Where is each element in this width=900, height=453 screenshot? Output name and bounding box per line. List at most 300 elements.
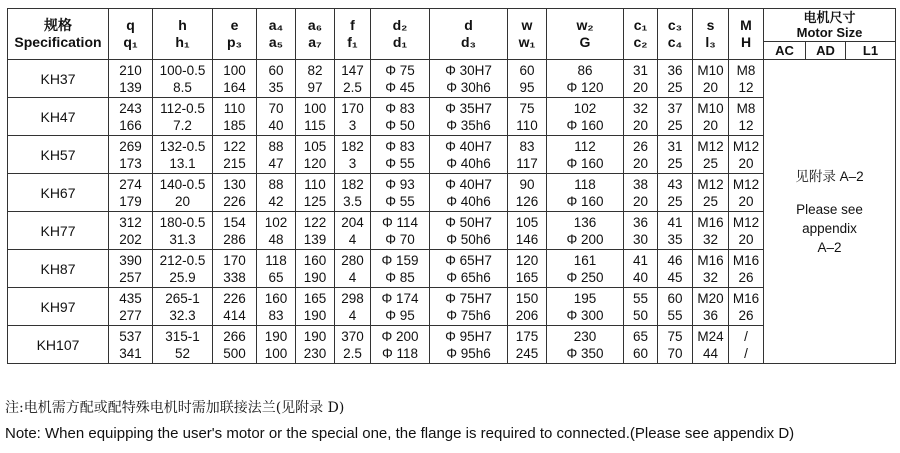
value-bottom: 4 (348, 231, 357, 247)
header-col-top: d₂ (392, 17, 408, 33)
value-cell (296, 174, 335, 212)
header-col-top: c₁ (633, 17, 648, 33)
value-cell (430, 136, 508, 174)
value-bottom: Φ 350 (566, 345, 604, 361)
value-cell (257, 174, 296, 212)
header-spec-en: Specification (14, 34, 102, 50)
value-top: 266 (223, 328, 246, 344)
header-col (153, 9, 213, 60)
header-col (658, 9, 693, 60)
model-cell: KH97 (8, 288, 109, 326)
header-specification (8, 9, 109, 60)
value-bottom: 48 (268, 231, 284, 247)
value-bottom: 20 (632, 155, 649, 171)
value-top: 435 (119, 290, 142, 306)
value-cell (729, 326, 764, 364)
value-top: 100 (303, 100, 327, 116)
value-top: 110 (223, 100, 246, 116)
value-top: 315-1 (165, 328, 200, 344)
value-bottom: 25 (702, 155, 719, 171)
value-bottom: Φ 75h6 (446, 307, 491, 323)
table-row (8, 60, 896, 98)
value-bottom: 20 (738, 193, 754, 209)
value-cell (109, 174, 153, 212)
value-cell (335, 288, 371, 326)
value-cell (430, 60, 508, 98)
value-bottom: 257 (119, 269, 142, 285)
value-bottom: 40 (268, 117, 284, 133)
value-top: 105 (515, 214, 539, 230)
header-col-bottom: p₃ (226, 34, 243, 50)
value-top: 312 (119, 214, 142, 230)
value-bottom: 125 (303, 193, 327, 209)
value-bottom: 35 (667, 231, 683, 247)
value-top: 88 (268, 138, 284, 154)
value-cell (624, 136, 658, 174)
value-bottom: 42 (268, 193, 284, 209)
value-cell (109, 136, 153, 174)
value-top: M16 (697, 252, 724, 268)
value-bottom: Φ 35h6 (446, 117, 491, 133)
value-top: 31 (632, 62, 649, 78)
value-cell (508, 212, 547, 250)
value-cell (693, 326, 729, 364)
value-top: Φ 75H7 (445, 290, 492, 306)
value-bottom: 215 (223, 155, 246, 171)
value-cell (335, 212, 371, 250)
value-bottom: 50 (632, 307, 649, 323)
value-cell (371, 288, 430, 326)
header-col-bottom: l₃ (705, 34, 716, 50)
value-bottom: 20 (632, 117, 649, 133)
value-bottom: 500 (223, 345, 246, 361)
specification-table (7, 8, 896, 364)
value-top: 46 (667, 252, 683, 268)
value-cell (658, 250, 693, 288)
model-cell: KH37 (8, 60, 109, 98)
value-cell (547, 60, 624, 98)
value-cell (257, 250, 296, 288)
value-top: M12 (697, 176, 724, 192)
header-col-top: a₆ (307, 17, 323, 33)
value-top: 154 (223, 214, 246, 230)
header-col-top: a₄ (268, 17, 284, 33)
value-cell (296, 250, 335, 288)
value-cell (658, 60, 693, 98)
value-top: 75 (667, 328, 683, 344)
value-cell (213, 136, 257, 174)
value-cell (547, 174, 624, 212)
value-cell (371, 212, 430, 250)
header-col (335, 9, 371, 60)
value-bottom: 32.3 (169, 307, 196, 323)
value-cell (213, 212, 257, 250)
value-bottom: 26 (738, 307, 754, 323)
value-bottom: 202 (119, 231, 142, 247)
value-top: 65 (632, 328, 649, 344)
header-col-top: d (464, 17, 473, 33)
motor-size-note (764, 60, 896, 364)
value-top: 130 (223, 176, 246, 192)
value-top: 390 (119, 252, 142, 268)
value-bottom: 338 (223, 269, 246, 285)
value-top: 370 (341, 328, 364, 344)
value-top: 150 (515, 290, 539, 306)
value-top: 298 (341, 290, 364, 306)
motor-note-en: Please see (796, 201, 863, 217)
value-top: 170 (223, 252, 246, 268)
value-bottom: 126 (515, 193, 539, 209)
value-bottom: Φ 40h6 (446, 155, 491, 171)
value-top: Φ 50H7 (445, 214, 492, 230)
value-top: 41 (667, 214, 683, 230)
footnote-chinese: 注:电机需方配或配特殊电机时需加联接法兰(见附录 D) (5, 400, 345, 416)
model-cell: KH67 (8, 174, 109, 212)
value-top: Φ 75 (385, 62, 415, 78)
value-bottom: Φ 120 (566, 79, 604, 95)
value-top: M10 (697, 62, 724, 78)
value-cell (371, 250, 430, 288)
value-bottom: 165 (515, 269, 539, 285)
value-top: M20 (697, 290, 724, 306)
table-row (8, 326, 896, 364)
value-bottom: 45 (667, 269, 683, 285)
value-cell (624, 98, 658, 136)
value-top: Φ 30H7 (445, 62, 492, 78)
value-bottom: 25 (667, 117, 683, 133)
value-top: 70 (268, 100, 284, 116)
value-bottom: 20 (738, 155, 754, 171)
header-col (693, 9, 729, 60)
value-bottom: 4 (348, 307, 357, 323)
value-cell (257, 60, 296, 98)
value-top: 43 (667, 176, 683, 192)
header-col-bottom: w₁ (518, 34, 536, 50)
value-cell (153, 174, 213, 212)
value-cell (624, 174, 658, 212)
value-bottom: 36 (702, 307, 719, 323)
value-cell (658, 212, 693, 250)
value-top: Φ 40H7 (445, 138, 492, 154)
value-bottom: Φ 160 (566, 193, 604, 209)
value-bottom: 83 (268, 307, 284, 323)
value-cell (658, 136, 693, 174)
value-bottom: Φ 160 (566, 155, 604, 171)
value-cell (296, 136, 335, 174)
value-cell (296, 288, 335, 326)
value-cell (430, 98, 508, 136)
value-bottom: 65 (268, 269, 284, 285)
value-bottom: 8.5 (173, 79, 192, 95)
model-cell: KH107 (8, 326, 109, 364)
model-cell: KH87 (8, 250, 109, 288)
value-cell (257, 136, 296, 174)
value-bottom: 110 (516, 117, 538, 133)
value-cell (658, 326, 693, 364)
value-bottom: 20 (702, 79, 719, 95)
value-bottom: Φ 95h6 (446, 345, 491, 361)
value-cell (371, 60, 430, 98)
value-top: 136 (573, 214, 597, 230)
value-bottom: 97 (307, 79, 323, 95)
value-bottom: 30 (632, 231, 649, 247)
value-cell (729, 212, 764, 250)
value-cell (729, 60, 764, 98)
value-bottom: 120 (303, 155, 327, 171)
value-bottom: 146 (515, 231, 539, 247)
value-bottom: 31.3 (169, 231, 196, 247)
value-top: M12 (732, 214, 760, 230)
value-top: 226 (223, 290, 246, 306)
value-top: 204 (341, 214, 364, 230)
table-row (8, 98, 896, 136)
value-top: M16 (732, 252, 760, 268)
value-top: 182 (341, 176, 364, 192)
value-top: 118 (265, 252, 287, 268)
value-top: Φ 114 (381, 214, 419, 230)
value-cell (371, 136, 430, 174)
value-top: 86 (577, 62, 593, 78)
value-bottom: 60 (632, 345, 649, 361)
value-bottom: 179 (119, 193, 142, 209)
value-bottom: Φ 118 (381, 345, 419, 361)
value-bottom: Φ 300 (566, 307, 604, 323)
header-col-top: h (178, 17, 187, 33)
value-cell (213, 60, 257, 98)
value-bottom: 3.5 (343, 193, 362, 209)
value-bottom: 206 (515, 307, 539, 323)
value-cell (109, 98, 153, 136)
value-top: 132-0.5 (159, 138, 206, 154)
table-row (8, 250, 896, 288)
value-top: 36 (667, 62, 683, 78)
value-bottom: 55 (667, 307, 683, 323)
value-top: Φ 40H7 (445, 176, 492, 192)
motor-note-cn: 见附录 A–2 (795, 168, 864, 184)
value-top: 147 (341, 62, 364, 78)
header-col-bottom: G (579, 34, 591, 50)
value-bottom: 286 (223, 231, 246, 247)
header-col-top: s (706, 17, 715, 33)
value-bottom: 25 (667, 193, 683, 209)
value-top: 274 (119, 176, 142, 192)
value-top: M12 (697, 138, 724, 154)
motor-note-en: appendix (802, 220, 857, 236)
value-top: Φ 200 (381, 328, 419, 344)
value-cell (508, 136, 547, 174)
value-cell (371, 98, 430, 136)
value-bottom: Φ 250 (566, 269, 604, 285)
footnote-english: Note: When equipping the user's motor or the special one, the flange is required to connected.(Please see appendix D) (5, 425, 795, 442)
header-col (430, 9, 508, 60)
value-top: 537 (119, 328, 142, 344)
value-cell (658, 98, 693, 136)
value-bottom: 95 (519, 79, 535, 95)
value-cell (430, 326, 508, 364)
value-top: M24 (697, 328, 724, 344)
value-top: 112-0.5 (160, 100, 205, 116)
value-bottom: 173 (119, 155, 142, 171)
value-top: 195 (573, 290, 597, 306)
header-motor-en: Motor Size (796, 24, 863, 40)
value-bottom: 20 (174, 193, 191, 209)
header-col-bottom: a₇ (308, 34, 322, 50)
value-cell (335, 98, 371, 136)
value-top: 182 (341, 138, 364, 154)
value-cell (547, 98, 624, 136)
value-top: 36 (632, 214, 649, 230)
table-row (8, 174, 896, 212)
header-col-top: f (350, 17, 355, 33)
value-top: Φ 83 (385, 100, 415, 116)
header-col-top: e (230, 17, 239, 33)
value-bottom: 2.5 (343, 79, 362, 95)
header-motor-cn: 电机尺寸 (803, 9, 856, 25)
value-bottom: Φ 50h6 (446, 231, 491, 247)
value-top: 212-0.5 (159, 252, 206, 268)
value-bottom: 32 (702, 269, 719, 285)
value-top: 60 (667, 290, 683, 306)
header-col-top: w₂ (576, 17, 594, 33)
value-bottom: Φ 55 (385, 155, 415, 171)
header-col (109, 9, 153, 60)
value-top: 112 (574, 138, 596, 154)
value-top: M16 (732, 290, 760, 306)
value-cell (693, 174, 729, 212)
value-cell (729, 288, 764, 326)
value-bottom: Φ 95 (385, 307, 415, 323)
value-top: Φ 93 (385, 176, 415, 192)
value-cell (109, 250, 153, 288)
value-top: 175 (515, 328, 539, 344)
value-bottom: 185 (223, 117, 246, 133)
header-col (729, 9, 764, 60)
value-bottom: 20 (738, 231, 754, 247)
value-top: 82 (307, 62, 323, 78)
value-cell (257, 326, 296, 364)
value-bottom: 25 (667, 155, 683, 171)
value-top: 230 (573, 328, 597, 344)
value-cell (508, 326, 547, 364)
value-cell (547, 326, 624, 364)
value-bottom: 32 (702, 231, 719, 247)
value-cell (430, 288, 508, 326)
value-bottom: 190 (303, 307, 327, 323)
value-bottom: 12 (738, 117, 754, 133)
value-bottom: Φ 55 (385, 193, 415, 209)
value-bottom: 164 (223, 79, 246, 95)
spacer (764, 186, 895, 200)
value-bottom: 166 (119, 117, 142, 133)
value-bottom: 115 (304, 117, 326, 133)
value-cell (296, 212, 335, 250)
value-bottom: 25 (667, 79, 683, 95)
value-top: 60 (519, 62, 535, 78)
value-bottom: 190 (303, 269, 327, 285)
value-bottom: Φ 45 (385, 79, 415, 95)
value-cell (729, 174, 764, 212)
header-col-top: c₃ (667, 17, 683, 33)
value-cell (213, 250, 257, 288)
header-col (257, 9, 296, 60)
value-top: M8 (736, 62, 756, 78)
value-bottom: 26 (738, 269, 754, 285)
value-top: 170 (341, 100, 364, 116)
header-motor-size (764, 9, 896, 42)
value-top: 38 (632, 176, 649, 192)
value-bottom: 341 (119, 345, 142, 361)
value-bottom: 139 (119, 79, 142, 95)
value-top: 55 (632, 290, 649, 306)
value-cell (729, 250, 764, 288)
value-bottom: 20 (632, 79, 649, 95)
value-cell (624, 288, 658, 326)
value-bottom: 245 (515, 345, 539, 361)
value-cell (693, 98, 729, 136)
value-top: 265-1 (165, 290, 200, 306)
value-top: 160 (303, 252, 327, 268)
value-top: 75 (519, 100, 535, 116)
table-row (8, 136, 896, 174)
value-cell (508, 98, 547, 136)
value-top: 110 (304, 176, 326, 192)
value-bottom: 47 (268, 155, 284, 171)
value-bottom: 2.5 (343, 345, 362, 361)
value-top: 100 (223, 62, 246, 78)
value-cell (624, 326, 658, 364)
value-cell (213, 174, 257, 212)
header-col-top: w (521, 17, 533, 33)
value-top: Φ 95H7 (445, 328, 492, 344)
value-top: 105 (303, 138, 327, 154)
value-cell (508, 250, 547, 288)
value-top: M8 (736, 100, 756, 116)
value-cell (257, 212, 296, 250)
value-cell (335, 250, 371, 288)
value-bottom: 139 (303, 231, 327, 247)
header-col (296, 9, 335, 60)
value-cell (153, 288, 213, 326)
value-cell (624, 60, 658, 98)
value-cell (624, 250, 658, 288)
value-bottom: Φ 30h6 (446, 79, 491, 95)
value-cell (547, 136, 624, 174)
value-cell (508, 60, 547, 98)
value-cell (335, 174, 371, 212)
value-top: Φ 174 (381, 290, 419, 306)
header-spec-cn: 规格 (44, 17, 72, 33)
value-cell (153, 98, 213, 136)
value-bottom: 25 (702, 193, 719, 209)
value-bottom: 226 (223, 193, 246, 209)
value-cell (213, 98, 257, 136)
value-cell (547, 212, 624, 250)
header-col-bottom: h₁ (175, 34, 190, 50)
value-cell (371, 326, 430, 364)
value-cell (508, 174, 547, 212)
value-bottom: 40 (632, 269, 649, 285)
value-cell (296, 98, 335, 136)
value-bottom: Φ 40h6 (446, 193, 491, 209)
value-cell (658, 288, 693, 326)
value-cell (729, 136, 764, 174)
value-bottom: Φ 160 (566, 117, 604, 133)
value-cell (257, 288, 296, 326)
header-l1: L1 (846, 41, 896, 59)
value-bottom: Φ 65h6 (446, 269, 491, 285)
value-top: 269 (119, 138, 142, 154)
value-cell (213, 288, 257, 326)
